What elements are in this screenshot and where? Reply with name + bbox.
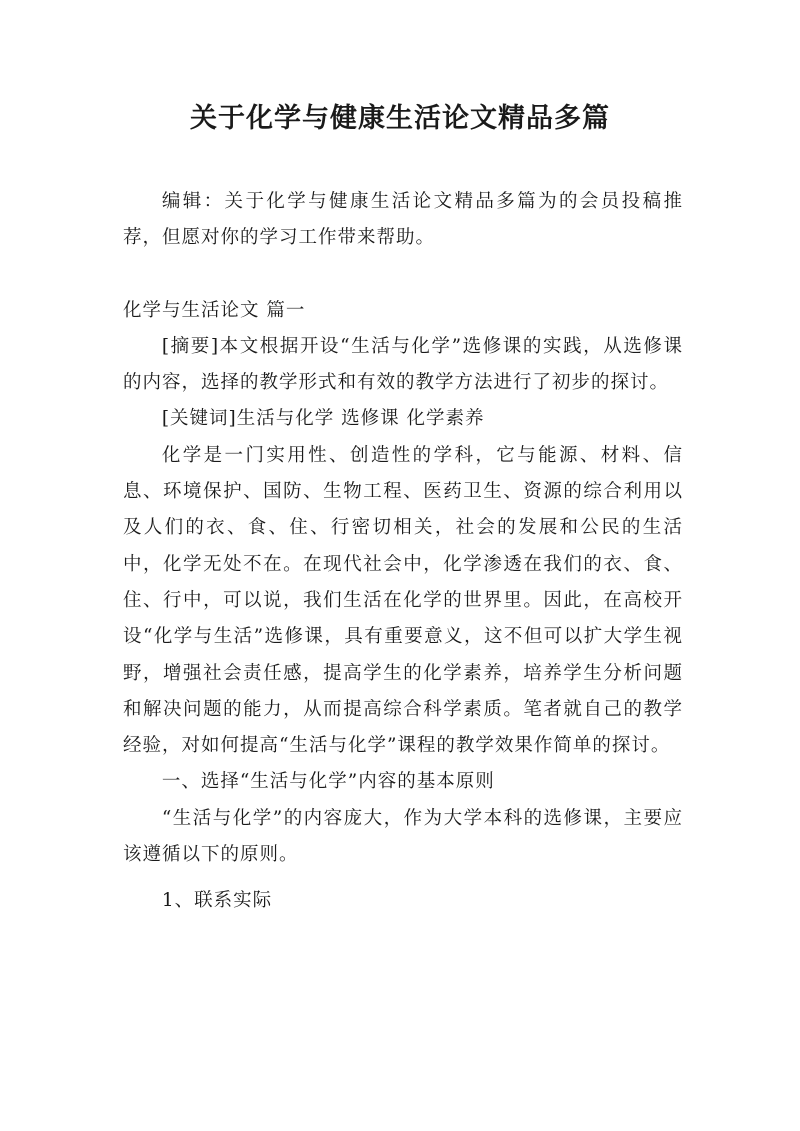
body-paragraph-1: 化学是一门实用性、创造性的学科，它与能源、材料、信息、环境保护、国防、生物工程、医药卫生、资源的综合利用以及人们的衣、食、住、行密切相关，社会的发展和公民的生活中，化学无处不在。在现代社会中，化学渗透在我们的衣、食、住、行中，可以说，我们生活在化学的世界里。因此，在高校开设“化学与生活”选修课，具有重要意义，这不但可以扩大学生视野，增强社会责任感，提高学生的化学素养，培养学生分析问题和解决问题的能力，从而提高综合科学素质。笔者就自己的教学经验，对如何提高“生活与化学”课程的教学效果作简单的探讨。 [123,444,683,757]
section-heading: 化学与生活论文 篇一 [123,299,306,321]
subheading-1: 1、联系实际 [161,890,273,912]
document-body [123,184,683,920]
document-title: 关于化学与健康生活论文精品多篇 [190,103,610,134]
heading-1: 一、选择“生活与化学”内容的基本原则 [161,771,495,793]
intro-paragraph: 编辑：关于化学与健康生活论文精品多篇为的会员投稿推荐，但愿对你的学习工作带来帮助。 [123,191,683,249]
spacer [123,873,683,883]
body-paragraph-2: “生活与化学”的内容庞大，作为大学本科的选修课，主要应该遵循以下的原则。 [123,807,683,866]
spacer [123,257,683,293]
abstract-paragraph: [摘要]本文根据开设“生活与化学”选修课的实践，从选修课的内容，选择的教学形式和有效的教学方法进行了初步的探讨。 [123,335,683,394]
keywords-line: [关键词]生活与化学 选修课 化学素养 [161,408,485,430]
